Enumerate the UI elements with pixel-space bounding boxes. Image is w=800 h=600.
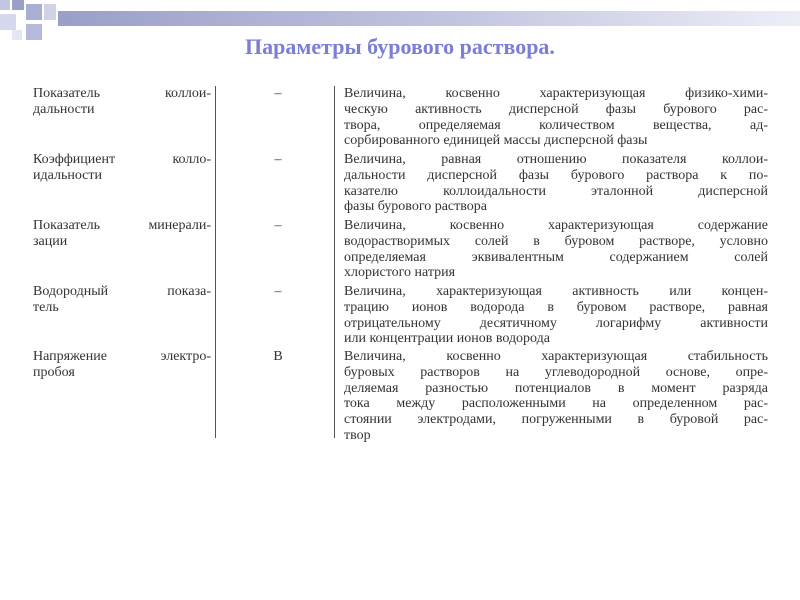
parameter-description: Величина, равная отношению показателя коллои- дальности дисперсной фазы бурового раствора к по- казателю коллоидальности эталонной дисперсной фазы бурового раствора [344, 152, 768, 215]
parameter-unit: В [273, 349, 283, 364]
column-divider [334, 86, 335, 438]
parameters-table [33, 86, 768, 443]
parameter-name: Напряжение электро- пробоя [33, 349, 211, 380]
parameter-unit: – [274, 218, 282, 233]
parameter-name: Водородный показа- тель [33, 284, 211, 315]
parameter-name: Коэффициент колло- идальности [33, 152, 211, 183]
parameter-description: Величина, характеризующая активность или концен- трацию ионов водорода в буровом растворе, равная отрицательному десятичному логарифму активности или концентрации ионов водорода [344, 284, 768, 347]
parameter-name: Показатель минерали- зации [33, 218, 211, 249]
header-gradient-band [58, 11, 800, 26]
column-divider [215, 86, 216, 438]
parameter-name: Показатель коллои- дальности [33, 86, 211, 117]
page-title: Параметры бурового раствора. [245, 34, 555, 59]
parameter-description: Величина, косвенно характеризующая физико-хими- ческую активность дисперсной фазы бурового рас- твора, определяемая количеством вещества, ад- сорбированного единицей массы дисперсной фазы [344, 86, 768, 149]
parameter-description: Величина, косвенно характеризующая содержание водорастворимых солей в буровом растворе, условно определяемая эквивалентным содержанием солей хлористого натрия [344, 218, 768, 281]
parameter-unit: – [274, 284, 282, 299]
decor-square [12, 0, 24, 10]
decor-square [26, 4, 42, 20]
decor-square [0, 14, 16, 30]
decor-square [44, 4, 56, 20]
decor-square [0, 0, 10, 10]
parameter-description: Величина, косвенно характеризующая стабильность буровых растворов на углеводородной основе, опре- деляемая разностью потенциалов в момент разряда тока между расположенными на определенном рас- стоянии электродами, погруженными в буровой рас- твор [344, 349, 768, 443]
parameter-unit: – [274, 152, 282, 167]
parameter-unit: – [274, 86, 282, 101]
